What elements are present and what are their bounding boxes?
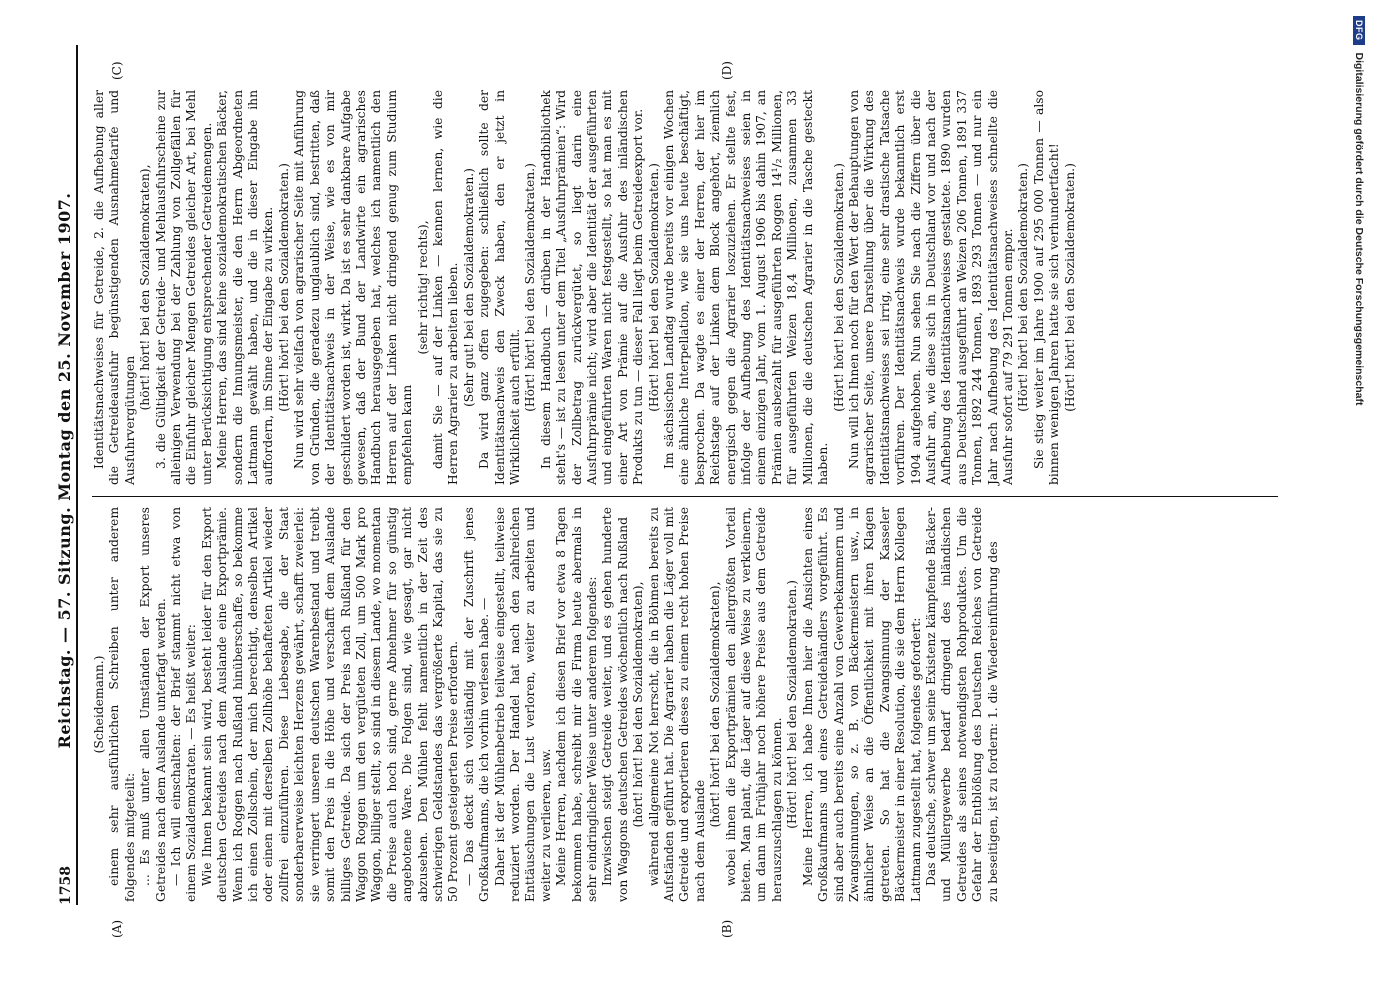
paragraph: Meine Herren, das sind keine sozialdemokratischen Bäcker, sondern die Innungsmeister, die den Herrn Abgeordneten Lattmann gewählt haben, und die in dieser Eingabe ihn auffordern, im Sinne der Eingabe zu wirken. [215,90,276,485]
paragraph: (Hört! hört! bei den Sozialdemokraten.) [276,163,291,412]
paragraph: Wie Ihnen bekannt sein wird, besteht leider für den Export deutschen Getreides nach dem Auslande eine Exportprämie. Wenn ich Roggen nach Rußland hinüberschaffe, so bekomme ich einen Zollschein, der mich berechtigt, denselben Artikel oder einen mit derselben Zollhöhe behafteten Artikel wieder zollfrei einzuführen. Diese Liebesgabe, die der Staat sonderbarerweise leichten Herzens gewährt, schafft zweierlei: sie verringert unseren deutschen Warenbestand und treibt somit den Preis in die Höhe und verschafft dem Auslande billiges Getreide. Da sich der Preis nach Rußland für den Waggon Roggen um den vergüteten Zoll, um 500 Mark pro Waggon, billiger stellt, so sind in diesem Lande, wo momentan die Preise auch hoch sind, gerne Abnehmer für so günstig angebotene Ware. Die Folgen sind, wie gesagt, gar nicht abzusehen. Den Mühlen fehlt namentlich in der Zeit des schwierigen Geldstandes das vergrößerte Kapital, das sie zu 50 Prozent gesteigerten Preise erfordern. [199,507,461,902]
paragraph: Nun wird sehr vielfach von agrarischer Seite mit Anführung von Gründen, die geradezu unglaublich sind, bestritten, daß der Identitätsnachweis in der Weise, wie es von mir geschildert worden ist, wirkt. Da ist es sehr dankbare Aufgabe gewesen, daß der Bund der Landwirte ein agrarisches Handbuch herausgegeben hat, welches ich namentlich den Herren auf der Linken nicht dringend genug zum Studium empfehlen kann [292,90,415,485]
paragraph: (Hört! hört! bei den Sozialdemokraten.) [646,163,661,412]
paragraph: ... Es muß unter allen Umständen der Export unseres Getreides nach dem Auslande unterfagt werden. [138,507,168,902]
paragraph: 3. die Gültigkeit der Getreide- und Mehlausfuhrscheine zur alleinigen Verwendung bei der Zahlung von Zollgefällen für die Einfuhr gleicher Mengen Getreides gleicher Art, bei Mehl unter Berücksichtigung entsprechender Getreidemengen. [153,90,214,485]
paragraph: Daher ist der Mühlenbetrieb teilweise eingestellt, teilweise reduziert worden. Der Handel hat nach den zahlreichen Enttäuschungen die Lust verloren, weiter zu arbeiten und weiter zu verlieren, usw. [492,507,553,902]
paragraph: (sehr richtig! rechts), [415,220,430,355]
paragraph: — Das deckt sich vollständig mit der Zuschrift jenes Großkaufmanns, die ich vorhin verlesen habe. — [461,507,492,902]
paragraph: Das deutsche, schwer um seine Existenz kämpfende Bäcker- und Müllergewerbe bedarf dringend des inländischen Getreides als seines notwendigsten Rohproduktes. Um die Gefahr der Entblößung des Deutschen Reiches von Getreide zu beseitigen, ist zu fordern: 1. die Wiedereinführung des [923,507,1000,902]
margin-mark-c: (C) [110,61,124,80]
paragraph: Sie stieg weiter im Jahre 1900 auf 295 000 Tonnen — also binnen wenigen Jahren hatte sie sich verhundertfacht! [1031,90,1062,485]
paragraph: (hört! hört! bei den Sozialdemokraten), [138,164,153,411]
paragraph: einem sehr ausführlichen Schreiben unter anderem folgendes mitgeteilt: [107,507,137,902]
paragraph: (Sehr gut! bei den Sozialdemokraten.) [461,168,476,407]
paragraph: Identitätsnachweises für Getreide, 2. die Aufhebung aller die Getreideausfuhr begünstigenden Ausnahmetarife und Ausfuhrvergütungen [92,90,137,485]
paragraph: damit Sie — auf der Linken — kennen lernen, wie die Herren Agrarier zu arbeiten lieben. [430,90,461,485]
paragraph: (Hört! hört! bei den Sozialdemokraten.) [1062,163,1077,412]
paragraph: — Ich will einschalten: der Brief stammt nicht etwa von einem Sozialdemokraten. — Es heißt weiter: [169,507,199,902]
paragraph: während allgemeine Not herrscht, die in Böhmen bereits zu Aufständen geführt hat. Die Agrarier haben die Läger voll mit Getreide und exportieren dieses zu einem recht hohen Preise nach dem Auslande [646,507,707,902]
right-column [92,90,1078,485]
margin-mark-d: (D) [720,61,734,80]
paragraph: Inzwischen steigt Getreide weiter, und es gehen hunderte von Waggons deutschen Getreides wöchentlich nach Rußland [600,507,630,902]
dfg-logo: DFG [1353,16,1365,45]
paragraph: Im sächsischen Landtag wurde bereits vor einigen Wochen eine ähnliche Interpellation, wie sie uns heute beschäftigt, besprochen. Da wagte es einer der Herren, der hier im Reichstage auf der Linken dem Block angehört, ziemlich energisch gegen die Agrarier loszuziehen. Er stellte fest, infolge der Aufhebung des Identitätsnachweises seien in einem einzigen Jahr, vom 1. August 1906 bis dahin 1907, an Prämien ausbezahlt für ausgeführten Roggen 14¹/₂ Millionen, für ausgeführten Weizen 18,4 Millionen, zusammen 33 Millionen, die die deutschen Agrarier in die Tasche gesteckt haben. [662,90,831,485]
paragraph: Meine Herren, ich habe Ihnen hier die Ansichten eines Großkaufmanns und eines Getreidehändlers vorgeführt. Es sind aber auch bereits eine Anzahl von Gewerbekammern und Zwangsinnungen, so z. B. von Bäckermeistern usw., in ähnlicher Weise an die Öffentlichkeit mit ihren Klagen getreten. So hat die Zwangsinnung der Kasseler Bäckermeister in einer Resolution, die sie dem Herrn Kollegen Lattmann zugestellt hat, folgendes gefordert: [800,507,923,902]
paragraph: (Hört! hört! bei den Sozialdemokraten.) [785,580,800,829]
page-title: Reichstag. — 57. Sitzung. Montag den 25. November 1907. [55,192,74,749]
paragraph: Da wird ganz offen zugegeben: schließlich sollte der Identitätsnachweis den Zweck haben, den er jetzt in Wirklichkeit auch erfüllt. [477,90,522,485]
digitization-stamp [1346,10,1376,990]
margin-mark-b: (B) [720,919,734,938]
paragraph: (Hört! hört! bei den Sozialdemokraten.) [523,163,538,412]
paragraph: (Hört! hört! bei den Sozialdemokraten.) [831,163,846,412]
left-column [92,507,1001,902]
paragraph: wobei ihnen die Exportprämien den allergrößten Vorteil bieten. Man plant, die Läger auf diese Weise zu verkleinern, um dann im Frühjahr noch höhere Preise aus dem Getreide herauszuschlagen zu können. [723,507,784,902]
paragraph: (hört! hört! bei den Sozialdemokraten), [631,581,646,828]
paragraph: Nun will ich Ihnen noch für den Wert der Behauptungen von agrarischer Seite, unsere Darstellung über die Wirkung des Identitätsnachweises sei irrig, eine sehr drastische Tatsache vorführen. Der Identitätsnachweis wurde bekanntlich erst 1904 aufgehoben. Nun sehen Sie nach die Ziffern über die Ausfuhr an, wie diese sich in Deutschland vor und nach der Aufhebung des Identitätsnachweises gestaltete. 1890 wurden aus Deutschland ausgeführt an Weizen 206 Tonnen, 1891 337 Tonnen, 1892 244 Tonnen, 1893 293 Tonnen — und nur ein Jahr nach Aufhebung des Identitätsnachweises schnellte die Ausfuhr sofort auf 79 291 Tonnen empor. [846,90,1015,485]
digitization-note: Digitalisierung gefördert durch die Deutsche Forschungsgemeinschaft [1353,52,1365,406]
column-divider [92,496,1278,497]
paragraph: Meine Herren, nachdem ich diesen Brief vor etwa 8 Tagen bekommen habe, schreibt mir die Firma heute abermals in sehr eindringlicher Weise unter anderem folgendes: [554,507,599,902]
paragraph: In diesem Handbuch — drüben in der Handbibliothek steht's — ist zu lesen unter dem Titel „Ausfuhrprämien“: Wird der Zollbetrag zurückvergütet, so liegt darin eine Ausfuhrprämie nicht; wird aber die Identität der ausgeführten und eingeführten Waren nicht festgestellt, so hat man es mit einer Art von Prämie auf die Ausfuhr des inländischen Produkts zu tun — dieser Fall liegt beim Getreideexport vor. [538,90,646,485]
margin-mark-a: (A) [110,919,124,938]
page-header [48,45,78,905]
paragraph: (hört! hört! bei den Sozialdemokraten), [708,581,723,828]
paragraph: (Hört! hört! bei den Sozialdemokraten.) [1016,163,1031,412]
paragraph: (Scheidemann.) [92,655,106,754]
page-number: 1758 [58,866,74,905]
